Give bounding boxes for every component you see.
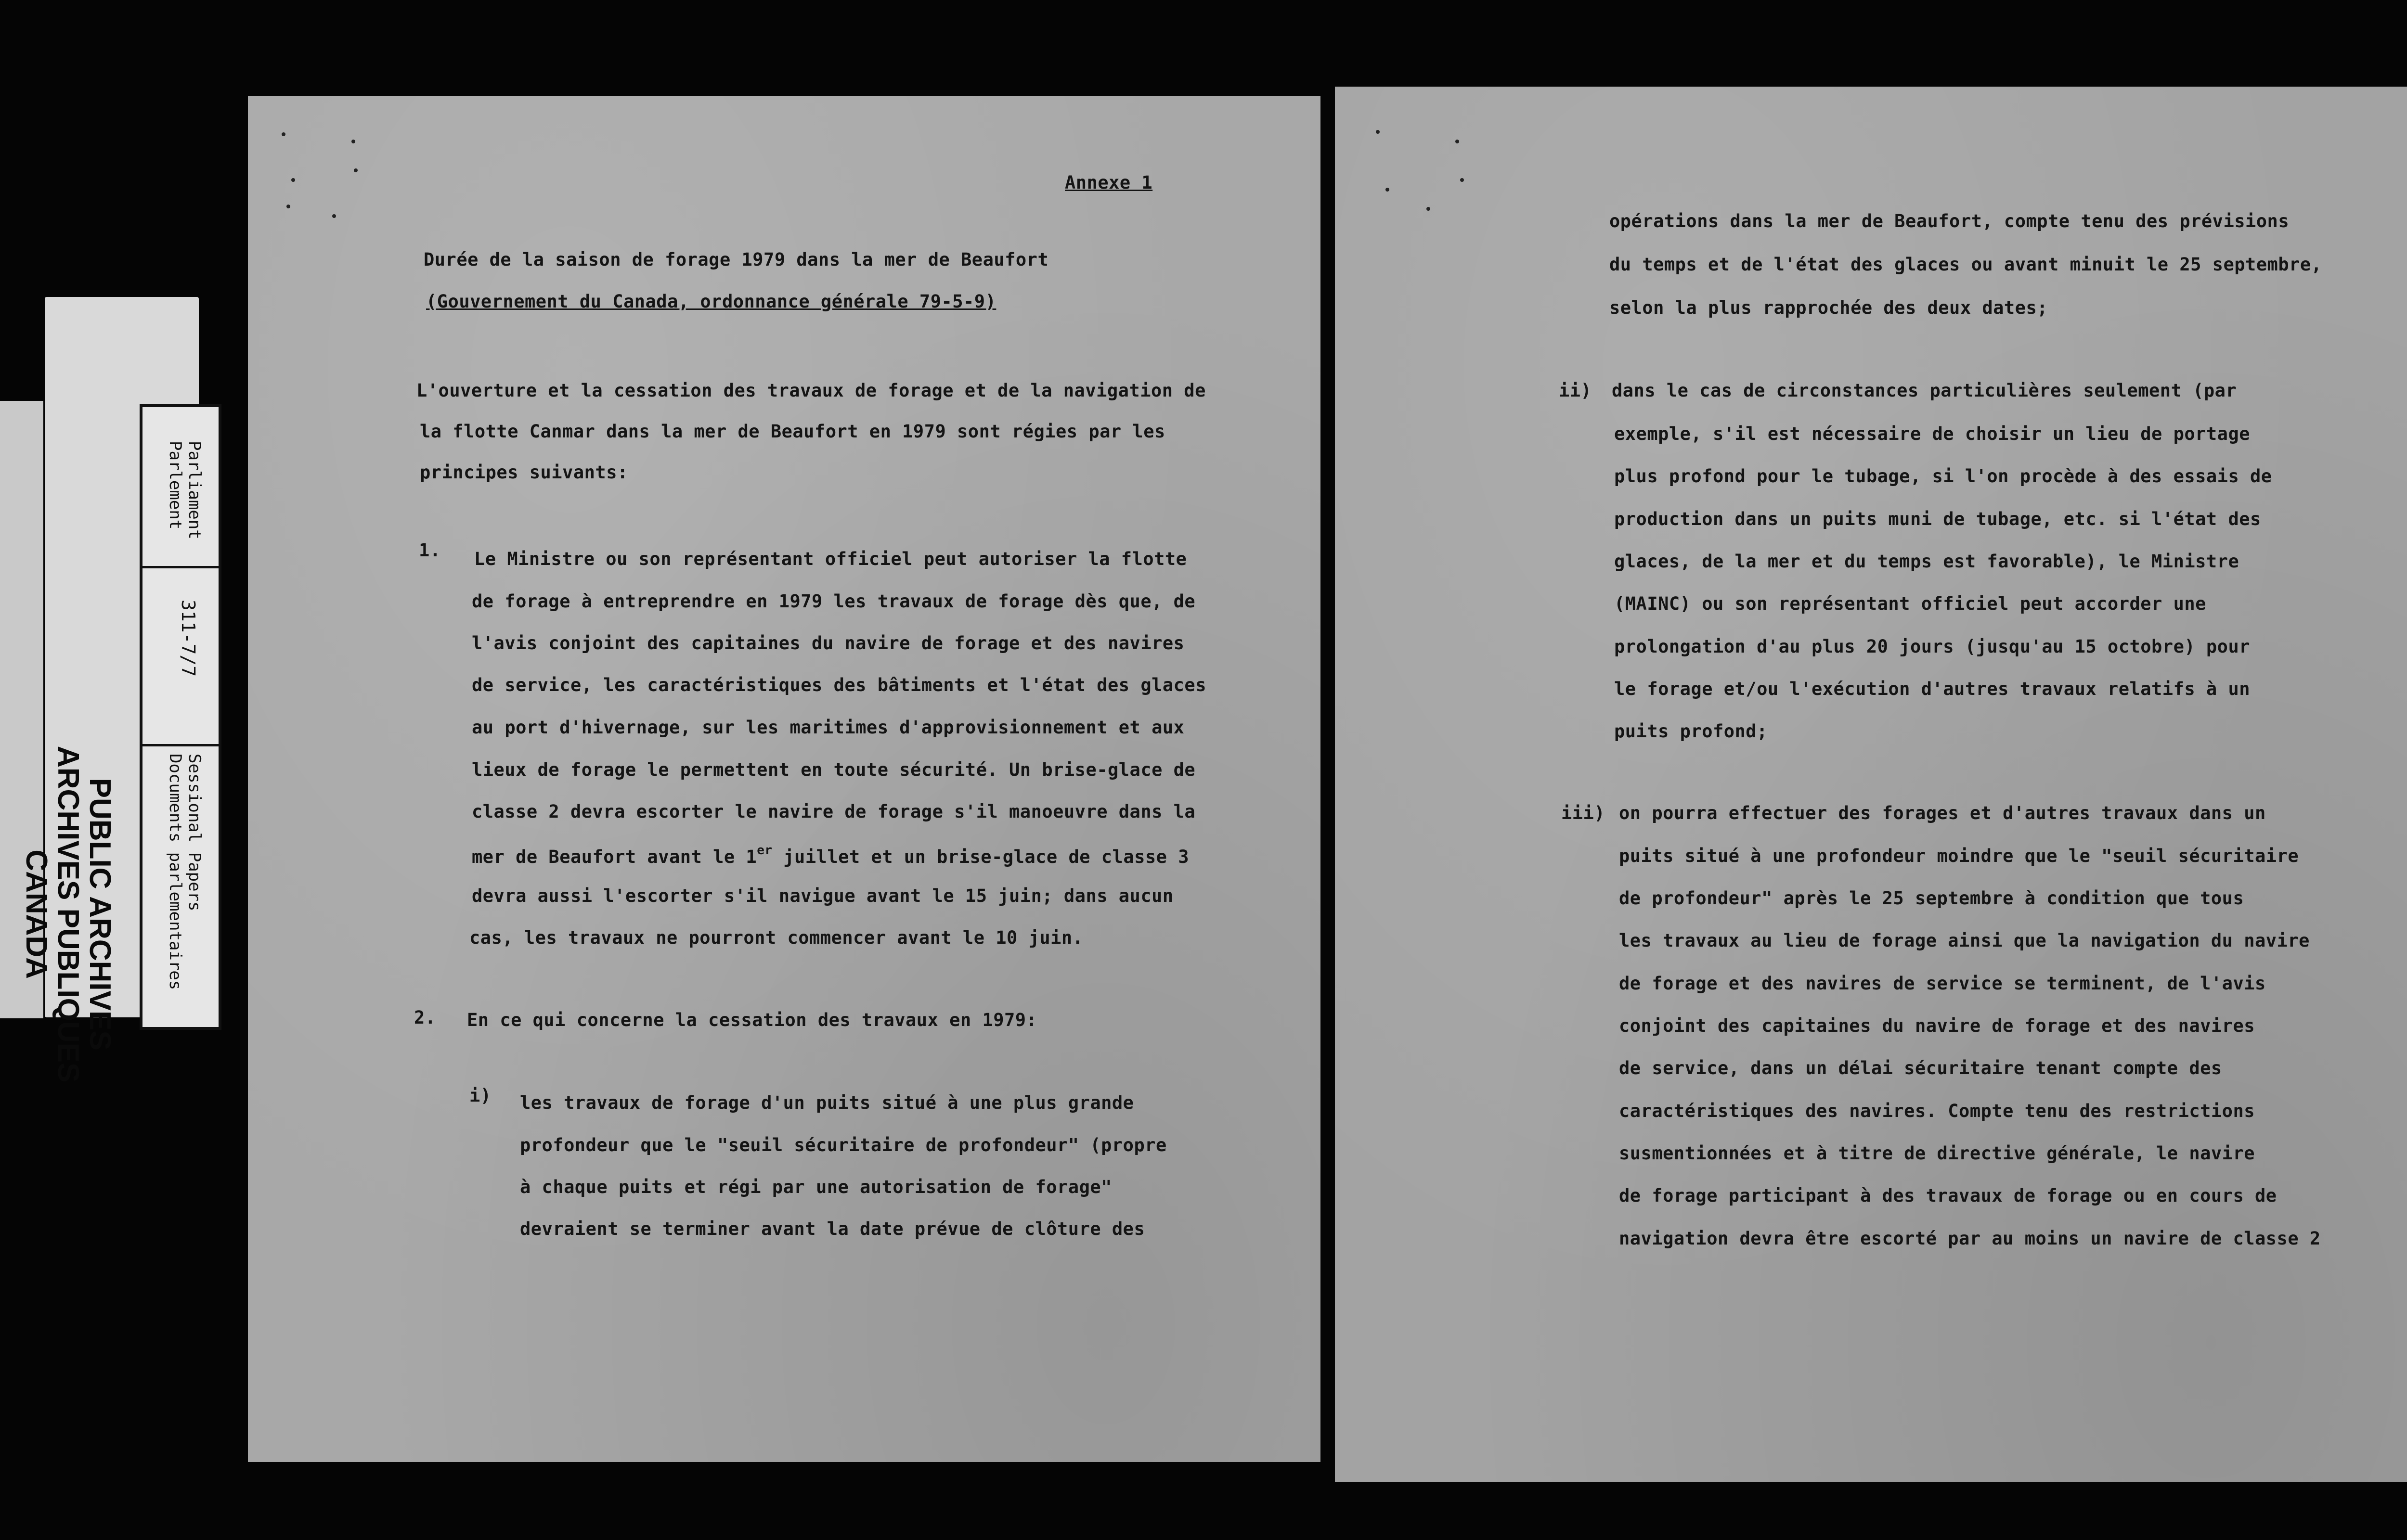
annex-label: Annexe 1 [1065,172,1153,193]
sub-ii-line: dans le cas de circonstances particulières seulement (par [1612,380,2237,401]
item1-line: de service, les caractéristiques des bâtiments et l'état des glaces [472,675,1206,695]
sub-item-number: i) [469,1085,492,1106]
continuation-line: opérations dans la mer de Beaufort, compte tenu des prévisions [1609,211,2290,231]
sub-ii-line: exemple, s'il est nécessaire de choisir un lieu de portage [1614,424,2251,444]
continuation-line: du temps et de l'état des glaces ou avant minuit le 25 septembre, [1609,254,2322,275]
speck [332,214,336,218]
speck [282,132,285,136]
speck [1460,178,1464,182]
sub-iii-line: les travaux au lieu de forage ainsi que la navigation du navire [1619,930,2310,951]
sub-item-number: ii) [1559,380,1592,401]
sub-ii-line: le forage et/ou l'exécution d'autres travaux relatifs à un [1614,679,2251,699]
sub-i-line: devraient se terminer avant la date prévue de clôture des [520,1219,1145,1239]
item1-line [472,843,1189,867]
label-sessional-en: Sessional Papers [185,754,204,911]
label-sessional-fr: Documents parlementaires [166,754,185,990]
archive-stamp-line-3: CANADA [20,849,53,979]
intro-line: principes suivants: [420,462,628,483]
label-separator [142,744,219,746]
intro-line: la flotte Canmar dans la mer de Beaufort en 1979 sont régies par les [420,421,1165,442]
item-number: 1. [419,540,441,561]
label-separator [142,566,219,568]
item1-line: classe 2 devra escorter le navire de forage s'il manoeuvre dans la [472,801,1196,822]
superscript: er [757,843,773,858]
intro-line: L'ouverture et la cessation des travaux de forage et de la navigation de [416,380,1206,401]
continuation-line: selon la plus rapprochée des deux dates; [1609,297,2048,318]
sub-iii-line: puits situé à une profondeur moindre que le "seuil sécuritaire [1619,846,2299,866]
speck [1376,130,1380,134]
sub-ii-line: puits profond; [1614,721,1768,742]
item1-line: Le Ministre ou son représentant officiel peut autoriser la flotte [474,549,1187,569]
sub-iii-line: de forage et des navires de service se terminent, de l'avis [1619,973,2266,994]
speck [351,140,355,143]
item1-line-part: juillet et un brise-glace de classe 3 [772,847,1189,867]
sub-iii-line: de service, dans un délai sécuritaire tenant compte des [1619,1058,2222,1078]
item2-line: En ce qui concerne la cessation des travaux en 1979: [467,1010,1037,1030]
sub-item-number: iii) [1561,803,1605,823]
document-subtitle: (Gouvernement du Canada, ordonnance générale 79-5-9) [426,291,996,312]
left-page [248,96,1320,1462]
label-reference-number: 311-7/7 [178,600,199,677]
sub-ii-line: production dans un puits muni de tubage, etc. si l'état des [1614,509,2261,529]
sub-iii-line: navigation devra être escorté par au moins un navire de classe 2 [1619,1228,2321,1249]
item1-line: devra aussi l'escorter s'il navigue avant le 15 juin; dans aucun [472,886,1174,906]
item1-line: cas, les travaux ne pourront commencer avant le 10 juin. [469,927,1084,948]
sub-ii-line: glaces, de la mer et du temps est favorable), le Ministre [1614,551,2239,572]
label-parliament [166,441,204,539]
speck [1385,188,1389,192]
speck [1426,207,1430,211]
sub-i-line: profondeur que le "seuil sécuritaire de profondeur" (propre [520,1135,1167,1155]
sub-iii-line: susmentionnées et à titre de directive générale, le navire [1619,1143,2255,1164]
archive-stamp-line-1: PUBLIC ARCHIVES [83,778,116,1051]
sub-iii-line: de forage participant à des travaux de forage ou en cours de [1619,1185,2277,1206]
item1-line: de forage à entreprendre en 1979 les travaux de forage dès que, de [472,591,1196,612]
archive-stamp [20,746,116,1082]
item-number: 2. [414,1007,436,1028]
speck [1455,140,1459,143]
item1-line-part: mer de Beaufort avant le 1 [472,847,757,867]
sub-i-line: à chaque puits et régi par une autorisation de forage" [520,1177,1112,1197]
speck [354,168,358,172]
archive-stamp-line-2: ARCHIVES PUBLIQUES [52,746,85,1083]
right-page [1335,87,2407,1482]
sub-iii-line: caractéristiques des navires. Compte tenu des restrictions [1619,1101,2255,1121]
sub-i-line: les travaux de forage d'un puits situé à une plus grande [520,1092,1134,1113]
reference-label-strip [140,404,221,1030]
speck [291,178,295,182]
label-parliament-en: Parliament [185,441,204,539]
item1-line: lieux de forage le permettent en toute sécurité. Un brise-glace de [472,759,1196,780]
sub-ii-line: plus profond pour le tubage, si l'on procède à des essais de [1614,466,2272,487]
sub-ii-line: prolongation d'au plus 20 jours (jusqu'au 15 octobre) pour [1614,636,2251,657]
label-parliament-fr: Parlement [166,441,185,530]
document-title: Durée de la saison de forage 1979 dans la mer de Beaufort [424,249,1049,270]
sub-iii-line: conjoint des capitaines du navire de forage et des navires [1619,1015,2255,1036]
speck [286,205,290,208]
sub-ii-line: (MAINC) ou son représentant officiel peut accorder une [1614,593,2206,614]
item1-line: au port d'hivernage, sur les maritimes d'approvisionnement et aux [472,717,1185,738]
item1-line: l'avis conjoint des capitaines du navire de forage et des navires [472,633,1185,654]
sub-iii-line: de profondeur" après le 25 septembre à condition que tous [1619,888,2244,909]
sub-iii-line: on pourra effectuer des forages et d'autres travaux dans un [1619,803,2266,823]
label-sessional-papers [166,754,204,990]
